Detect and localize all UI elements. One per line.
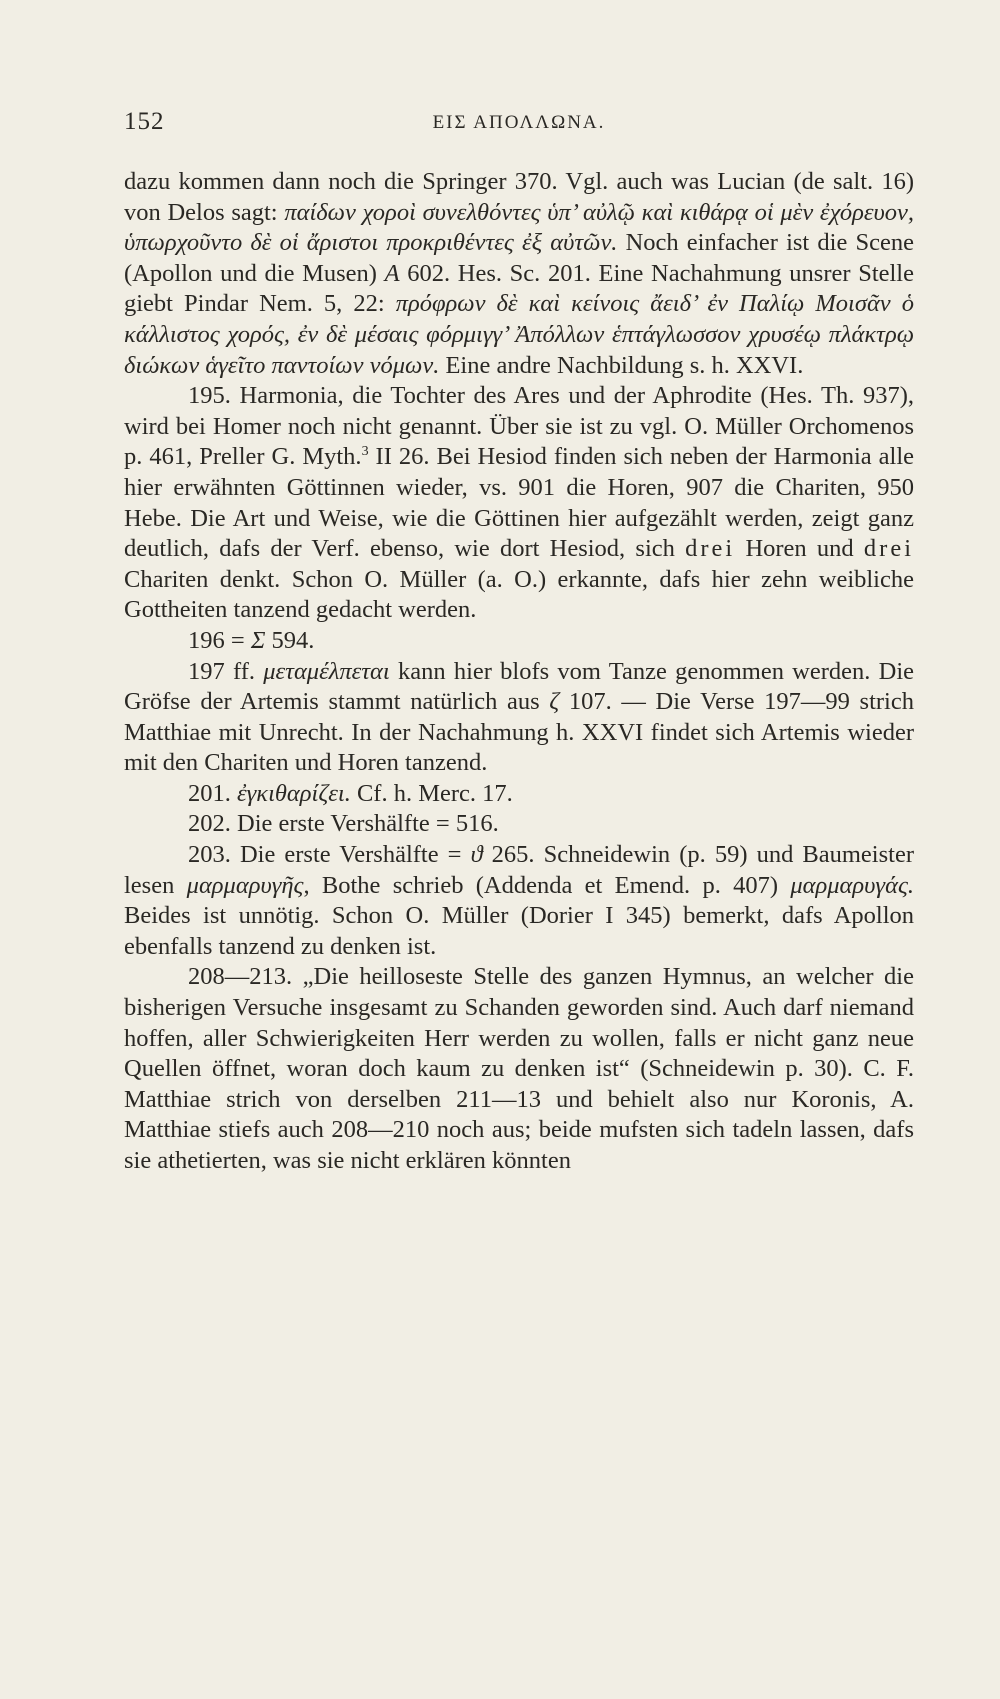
text-span: dazu kommen dann noch die Springer 370. Vgl. auch was Lucian (de salt. 16) von Delos sagt: xyxy=(124,168,914,226)
text-span: 208—213. „Die heilloseste Stelle des ganzen Hymnus, an welcher die bisherigen Versuche insgesamt zu Schanden geworden sind. Auch darf niemand hoffen, aller Schwierigkeiten Herr werden zu wollen, falls er nicht ganz neue Quellen öffnet, woran doch kaum zu denken ist“ (Schneidewin p. 30). C. F. Matthiae strich von derselben 211—13 und behielt also nur Koronis, A. Matthiae stiefs auch 208—210 noch aus; beide mufsten sich tadeln lassen, dafs sie athetierten, was sie nicht erklären könnten xyxy=(124,963,914,1174)
text-span: 594. xyxy=(265,626,315,654)
odyssey-book-siglum: ϑ xyxy=(470,841,483,869)
greek-term: μεταμέλπεται xyxy=(263,657,390,685)
greek-quotation: πρόφρων δὲ καὶ κείνοις ἄειδ’ ἐν Παλίῳ Μοισᾶν ὁ κάλλιστος χορός, ἐν δὲ μέσαις φόρμιγγ’ Ἀπόλλων ἑπτάγλωσσον χρυσέῳ πλάκτρῳ διώκων ἁγεῖτο παντοίων νόμων. xyxy=(124,290,914,379)
paragraph xyxy=(124,626,914,657)
paragraph xyxy=(124,809,914,840)
greek-term: μαρμαρυγῆς xyxy=(186,871,304,899)
edition-superscript: 3 xyxy=(361,444,369,460)
text-span: Horen und xyxy=(735,535,864,563)
greek-quotation: παίδων χοροὶ συνελθόντες ὑπ’ αὐλῷ καὶ κιθάρᾳ οἱ μὲν ἐχόρευον, ὑπωρχοῦντο δὲ οἱ ἄριστοι προκριθέντες ἐξ αὐτῶν. xyxy=(124,198,914,257)
text-span: 197 ff. xyxy=(188,657,264,685)
greek-term: μαρμαρυγάς. xyxy=(790,871,915,899)
text-span: Beides ist unnötig. Schon O. Müller (Dorier I 345) bemerkt, dafs Apollon ebenfalls tanzend zu denken ist. xyxy=(124,902,914,960)
paragraph xyxy=(124,779,914,810)
iliad-book-siglum: Α xyxy=(384,259,400,287)
page-header xyxy=(124,108,914,144)
text-span: 203. Die erste Vershälfte = xyxy=(188,841,471,869)
text-span: Noch einfacher ist die Scene (Apollon und die Musen) xyxy=(124,229,914,287)
body-text xyxy=(124,167,914,1177)
text-span: 107. — Die Verse 197—99 strich Matthiae mit Unrecht. In der Nachahmung h. XXVI findet sich Artemis wieder mit den Chariten und Horen tanzend. xyxy=(124,688,914,777)
greek-term: ἐγκιθαρίζει. xyxy=(237,779,351,807)
text-span: Chariten denkt. Schon O. Müller (a. O.) erkannte, dafs hier zehn weibliche Gottheiten tanzend gedacht werden. xyxy=(124,565,914,624)
paragraph xyxy=(124,381,914,626)
text-span: kann hier blofs vom Tanze genommen werden. Die Gröfse der Artemis stammt natürlich aus xyxy=(124,657,915,716)
running-title: ΕΙΣ ΑΠΟΛΛΩΝΑ. xyxy=(432,112,606,133)
paragraph xyxy=(124,167,914,381)
text-span: 265. Schneidewin (p. 59) und Baumeister lesen xyxy=(124,841,914,899)
text-span: 196 = xyxy=(188,626,251,654)
paragraph xyxy=(124,962,914,1176)
spaced-emphasis: drei xyxy=(685,535,736,563)
text-span: 602. Hes. Sc. 201. Eine Nachahmung unsrer Stelle giebt Pindar Nem. 5, 22: xyxy=(124,259,914,318)
page-number: 152 xyxy=(124,108,165,135)
text-span: Eine andre Nachbildung s. h. XXVI. xyxy=(439,351,804,379)
odyssey-book-siglum: ζ xyxy=(549,688,560,716)
spaced-emphasis: drei xyxy=(863,535,914,563)
text-span: 202. Die erste Vershälfte = 516. xyxy=(188,810,499,838)
iliad-book-siglum: Σ xyxy=(250,626,266,654)
text-span: 195. Harmonia, die Tochter des Ares und der Aphrodite (Hes. Th. 937), wird bei Homer noch nicht genannt. Über sie ist zu vgl. O. Müller Orchomenos p. 461, Preller G. Myth. xyxy=(124,382,914,471)
text-span: Cf. h. Merc. 17. xyxy=(350,779,513,807)
text-span: II 26. Bei Hesiod finden sich neben der Harmonia alle hier erwähnten Göttinnen wieder, vs. 901 die Horen, 907 die Chariten, 950 Hebe. Die Art und Weise, wie die Göttinen hier aufgezählt werden, zeigt ganz deutlich, dafs der Verf. ebenso, wie dort Hesiod, sich xyxy=(124,443,914,563)
paragraph xyxy=(124,657,914,779)
paragraph xyxy=(124,840,914,962)
text-span: , Bothe schrieb (Addenda et Emend. p. 407) xyxy=(303,871,791,899)
text-span: 201. xyxy=(188,779,237,807)
